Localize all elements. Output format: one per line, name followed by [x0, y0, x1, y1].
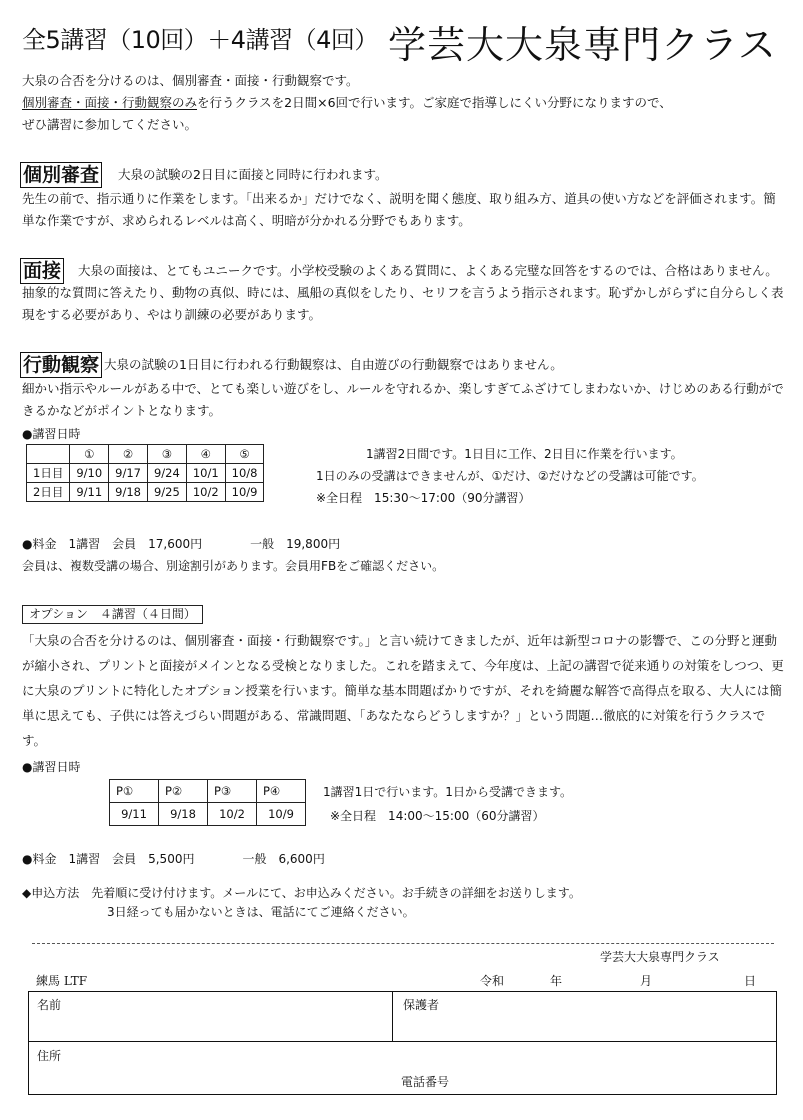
schedule1-cell: 9/17: [109, 464, 148, 483]
school-name-title: 学芸大大泉専門クラス: [388, 23, 777, 67]
schedule2-header-row: [110, 780, 306, 803]
fee2-line: ●料金 1講習 会員 5,500円 一般 6,600円: [22, 852, 325, 866]
apply-line-1: ◆申込方法 先着順に受け付けます。メールにて、お申込みください。お手続きの詳細をお送りします。: [22, 886, 581, 900]
schedule1-cell: 9/24: [147, 464, 186, 483]
schedule1-header-cell: ①: [70, 445, 109, 464]
kobetsu-heading: 個別審査: [20, 162, 102, 188]
schedule2-cell: 10/2: [208, 803, 257, 826]
application-form: [28, 991, 777, 1095]
schedule1-header-cell: [27, 445, 70, 464]
schedule2-note-1: 1講習1日で行います。1日から受講できます。: [323, 785, 572, 799]
schedule1-cell: 9/25: [147, 483, 186, 502]
form-month: 月: [640, 974, 653, 988]
intro-line-2-rest: を行うクラスを2日間×6回で行います。ご家庭で指導しにくい分野になりますので、: [197, 95, 672, 110]
fee1-note: 会員は、複数受講の場合、別途割引があります。会員用FBをご確認ください。: [22, 559, 445, 573]
schedule1-cell: 10/1: [186, 464, 225, 483]
schedule1-table: [26, 444, 264, 502]
schedule1-row: [27, 464, 264, 483]
schedule1-cell: 10/2: [186, 483, 225, 502]
schedule1-note-2: 1日のみの受講はできませんが、①だけ、②だけなどの受講は可能です。: [316, 469, 704, 483]
schedule2-cell: 9/11: [110, 803, 159, 826]
schedule1-row: [27, 483, 264, 502]
form-divider: [392, 992, 393, 1041]
kobetsu-lead: 大泉の試験の2日目に面接と同時に行われます。: [118, 167, 388, 182]
schedule1-header-row: [27, 445, 264, 464]
schedule1-label: ●講習日時: [22, 427, 81, 441]
schedule1-header-cell: ③: [147, 445, 186, 464]
schedule2-header-cell: P②: [159, 780, 208, 803]
schedule1-header-cell: ②: [109, 445, 148, 464]
address-field-label: 住所: [37, 1049, 62, 1063]
koudou-body: 細かい指示やルールがある中で、とても楽しい遊びをし、ルールを守れるか、楽しすぎてふざけてしまわないか、けじめのある行動ができるかなどがポイントとなります。: [22, 381, 784, 418]
intro-line-3: ぜひ講習に参加してください。: [22, 117, 198, 132]
course-summary-title: 全5講習（10回）＋4講習（4回）: [22, 26, 378, 54]
schedule1-cell: 10/8: [225, 464, 264, 483]
mensetsu-heading: 面接: [20, 258, 64, 284]
form-school-name: 学芸大大泉専門クラス: [600, 950, 720, 964]
schedule2-header-cell: P①: [110, 780, 159, 803]
schedule1-cell: 2日目: [27, 483, 70, 502]
schedule1-cell: 9/18: [109, 483, 148, 502]
koudou-heading: 行動観察: [20, 352, 102, 378]
schedule2-label: ●講習日時: [22, 760, 81, 774]
form-day: 日: [744, 974, 757, 988]
schedule2-header-cell: P③: [208, 780, 257, 803]
option-box-label: オプション ４講習（４日間）: [22, 605, 203, 624]
koudou-lead: 大泉の試験の1日目に行われる行動観察は、自由遊びの行動観察ではありません。: [104, 357, 563, 372]
intro-line-1: 大泉の合否を分けるのは、個別審査・面接・行動観察です。: [22, 73, 359, 88]
fee1-line: ●料金 1講習 会員 17,600円 一般 19,800円: [22, 537, 341, 551]
form-branch: 練馬 LTF: [36, 974, 88, 988]
form-year: 年: [550, 974, 563, 988]
schedule1-cell: 9/11: [70, 483, 109, 502]
mensetsu-body: 大泉の面接は、とてもユニークです。小学校受験のよくある質問に、よくある完璧な回答をするのでは、合格はありません。抽象的な質問に答えたり、動物の真似、時には、風船の真似をしたり、セリフを言うよう指示されます。恥ずかしがらずに自分らしく表現をする必要があり、やはり訓練の必要があります。: [22, 263, 784, 322]
intro-paragraph: [22, 70, 784, 136]
name-field-label: 名前: [37, 998, 62, 1012]
schedule1-header-cell: ⑤: [225, 445, 264, 464]
schedule2-note-2: ※全日程 14:00～15:00（60分講習）: [330, 809, 545, 823]
schedule2-cell: 9/18: [159, 803, 208, 826]
guardian-field-label: 保護者: [403, 998, 440, 1012]
schedule2-table: [109, 779, 306, 826]
phone-field-label: 電話番号: [401, 1075, 450, 1089]
cut-line: [32, 943, 774, 944]
schedule1-cell: 1日目: [27, 464, 70, 483]
apply-line-2: 3日経っても届かないときは、電話にてご連絡ください。: [107, 905, 415, 919]
schedule2-cell: 10/9: [257, 803, 306, 826]
option-body: 「大泉の合否を分けるのは、個別審査・面接・行動観察です。」と言い続けてきましたが、近年は新型コロナの影響で、この分野と運動が縮小され、プリントと面接がメインとなる受検となりました。これを踏まえて、今年度は、上記の講習で従来通りの対策をしつつ、更に大泉のプリントに特化したオプション授業を行います。簡単な基本問題ばかりですが、それを綺麗な解答で高得点を取る、大人には簡単に思えても、子供には答えづらい問題がある、常識問題、「あなたならどうしますか？」という問題…徹底的に対策を行うクラスです。: [22, 633, 784, 748]
schedule2-row: [110, 803, 306, 826]
schedule1-cell: 9/10: [70, 464, 109, 483]
form-era: 令和: [480, 974, 505, 988]
schedule1-note-1: 1講習2日間です。1日目に工作、2日目に作業を行います。: [366, 447, 683, 461]
schedule2-header-cell: P④: [257, 780, 306, 803]
kobetsu-body: 先生の前で、指示通りに作業をします。「出来るか」だけでなく、説明を聞く態度、取り組み方、道具の使い方などを評価されます。簡単な作業ですが、求められるレベルは高く、明暗が分かれる分野でもあります。: [22, 191, 776, 228]
schedule1-header-cell: ④: [186, 445, 225, 464]
schedule1-note-3: ※全日程 15:30～17:00（90分講習）: [316, 491, 531, 505]
intro-line-2: [22, 92, 784, 114]
schedule1-cell: 10/9: [225, 483, 264, 502]
intro-emphasis: 個別審査・面接・行動観察のみ: [22, 95, 198, 110]
